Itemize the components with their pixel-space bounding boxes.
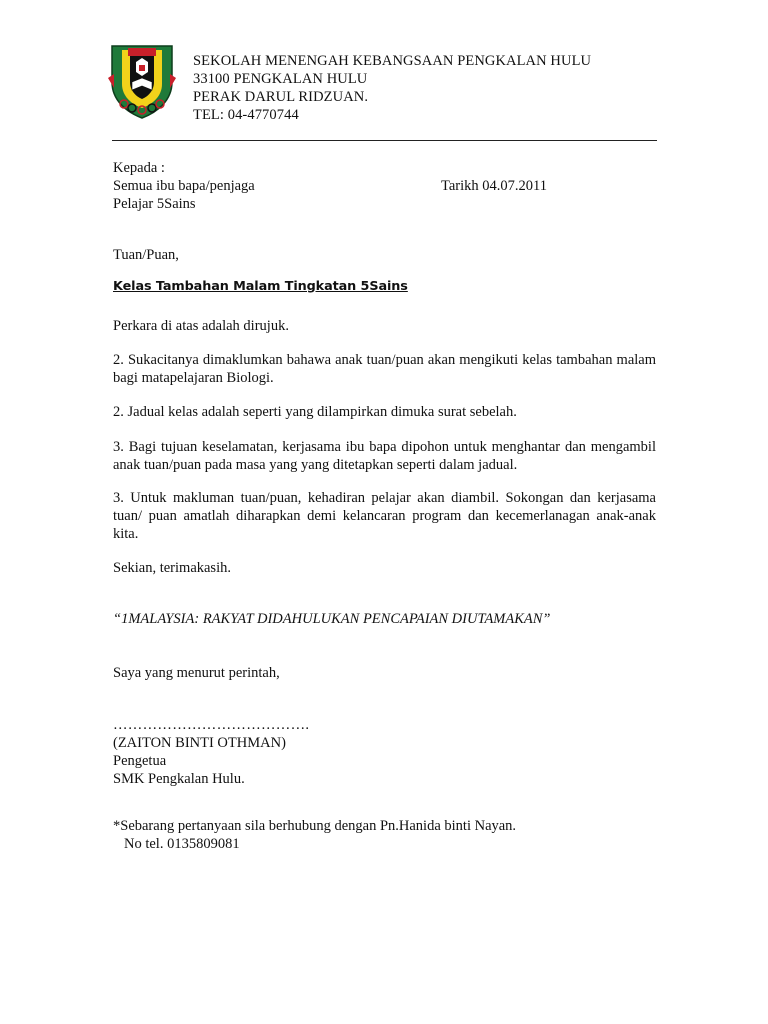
school-postcode-town: 33100 PENGKALAN HULU [193, 71, 368, 87]
recipient-to-label: Kepada : [113, 160, 165, 176]
footnote [113, 817, 656, 853]
signatory-school: SMK Pengkalan Hulu. [113, 771, 245, 787]
recipient-block [113, 159, 656, 213]
signatory-position: Pengetua [113, 753, 167, 769]
salutation: Tuan/Puan, [113, 247, 179, 263]
signature-block [113, 716, 656, 788]
footnote-line-2: No tel. 0135809081 [124, 836, 240, 852]
paragraph-4: 3. Untuk makluman tuan/puan, kehadiran pelajar akan diambil. Sokongan dan kerjasama tuan/ puan amatlah diharapkan demi kelancaran program dan kecemerlanagan anak-anak kita. [113, 490, 656, 542]
school-tel: TEL: 04-4770744 [193, 107, 299, 123]
recipient-line-2: Pelajar 5Sains [113, 196, 196, 212]
letterhead [193, 52, 591, 124]
header-divider [112, 140, 657, 141]
paragraph-3: 3. Bagi tujuan keselamatan, kerjasama ibu bapa dipohon untuk menghantar dan mengambil anak tuan/puan pada masa yang yang ditetapkan seperti dalam jadual. [113, 439, 656, 473]
signature-line: …………………………………. [113, 717, 310, 733]
sign-off: Saya yang menurut perintah, [113, 665, 280, 681]
letter-subject: Kelas Tambahan Malam Tingkatan 5Sains [113, 279, 408, 294]
signatory-name: (ZAITON BINTI OTHMAN) [113, 735, 286, 751]
footnote-line-1: *Sebarang pertanyaan sila berhubung dengan Pn.Hanida binti Nayan. [113, 818, 517, 834]
school-state: PERAK DARUL RIDZUAN. [193, 89, 369, 105]
paragraph-reference: Perkara di atas adalah dirujuk. [113, 318, 289, 334]
closing-text: Sekian, terimakasih. [113, 560, 231, 576]
school-name: SEKOLAH MENENGAH KEBANGSAAN PENGKALAN HULU [193, 53, 592, 69]
paragraph-2: 2. Jadual kelas adalah seperti yang dilampirkan dimuka surat sebelah. [113, 404, 517, 420]
school-crest-icon [100, 38, 184, 122]
recipient-line-1: Semua ibu bapa/penjaga [113, 178, 255, 194]
motto: “1MALAYSIA: RAKYAT DIDAHULUKAN PENCAPAIAN DIUTAMAKAN” [113, 611, 551, 627]
letter-date: Tarikh 04.07.2011 [441, 178, 547, 194]
paragraph-1: 2. Sukacitanya dimaklumkan bahawa anak tuan/puan akan mengikuti kelas tambahan malam bagi matapelajaran Biologi. [113, 352, 656, 386]
